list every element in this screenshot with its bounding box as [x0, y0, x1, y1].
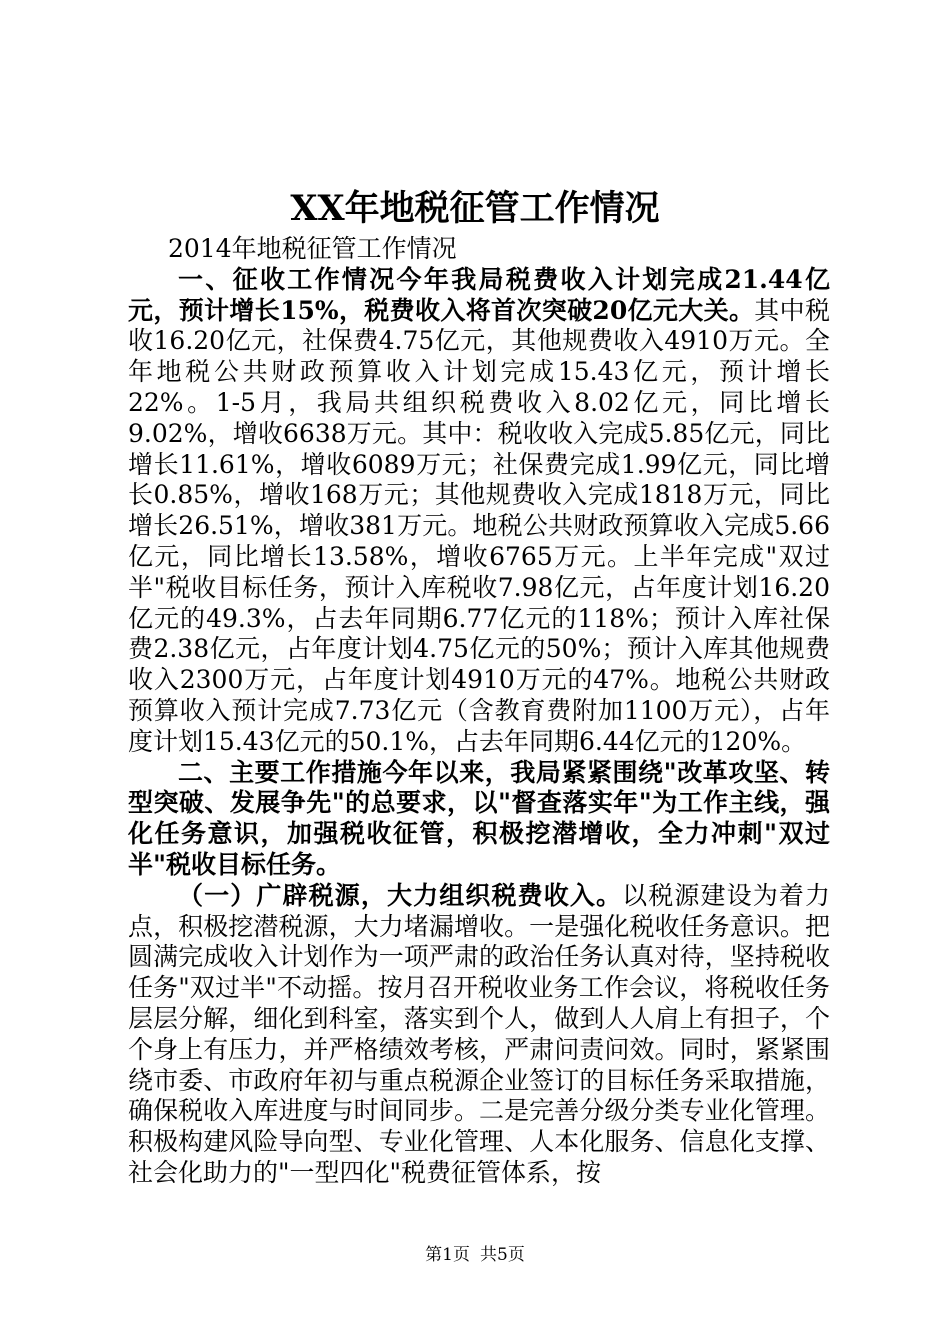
- paragraph-main-measures: 二、主要工作措施今年以来，我局紧紧围绕"改革攻坚、转型突破、发展争先"的总要求，以"督查落实年"为工作主线，强化任务意识，加强税收征管，积极挖潜增收，全力冲刺"双过半"税收目标任务。: [128, 757, 830, 879]
- paragraph-collection-status: [128, 265, 830, 758]
- document-subtitle: 2014年地税征管工作情况: [168, 234, 457, 263]
- document-body: [128, 234, 830, 1189]
- subsection-heading-tax-sources: （一）广辟税源，大力组织税费收入。: [178, 880, 623, 910]
- page-total: 共5页: [480, 1245, 525, 1265]
- page-footer: [0, 1243, 950, 1267]
- document-title: XX年地税征管工作情况: [290, 188, 660, 229]
- paragraph-text: 以税源建设为着力点，积极挖潜税源，大力堵漏增收。一是强化税收任务意识。把圆满完成收入计划作为一项严肃的政治任务认真对待，坚持税收任务"双过半"不动摇。按月召开税收业务工作会议，将税收任务层层分解，细化到科室，落实到个人，做到人人肩上有担子，个个身上有压力，并严格绩效考核，严肃问责问效。同时，紧紧围绕市委、市政府年初与重点税源企业签订的目标任务采取措施，确保税收入库进度与时间同步。二是完善分级分类专业化管理。积极构建风险导向型、专业化管理、人本化服务、信息化支撑、社会化助力的"一型四化"税费征管体系，按: [128, 880, 830, 1187]
- paragraph-tax-sources: [128, 881, 830, 1189]
- paragraph-text: 其中税收16.20亿元，社保费4.75亿元，其他规费收入4910万元。全年地税公共财政预算收入计划完成15.43亿元，预计增长22%。1-5月，我局共组织税费收入8.02亿元，同比增长9.02%，增收6638万元。其中：税收收入完成5.85亿元，同比增长11.61%，增收6089万元；社保费完成1.99亿元，同比增长0.85%，增收168万元；其他规费收入完成1818万元，同比增长26.51%，增收381万元。地税公共财政预算收入完成5.66亿元，同比增长13.58%，增收6765万元。上半年完成"双过半"税收目标任务，预计入库税收7.98亿元，占年度计划16.20亿元的49.3%，占去年同期6.77亿元的118%；预计入库社保费2.38亿元，占年度计划4.75亿元的50%；预计入库其他规费收入2300万元，占年度计划4910万元的47%。地税公共财政预算收入预计完成7.73亿元（含教育费附加1100万元），占年度计划15.43亿元的50.1%，占去年同期6.44亿元的120%。: [128, 295, 830, 756]
- section-heading-collection: 一、征收工作情况今年我局税费收入计划完成21.44亿元，预计增长15%，税费收入将首次突破20亿元大关。: [128, 264, 830, 325]
- page-number: 第1页: [425, 1245, 470, 1265]
